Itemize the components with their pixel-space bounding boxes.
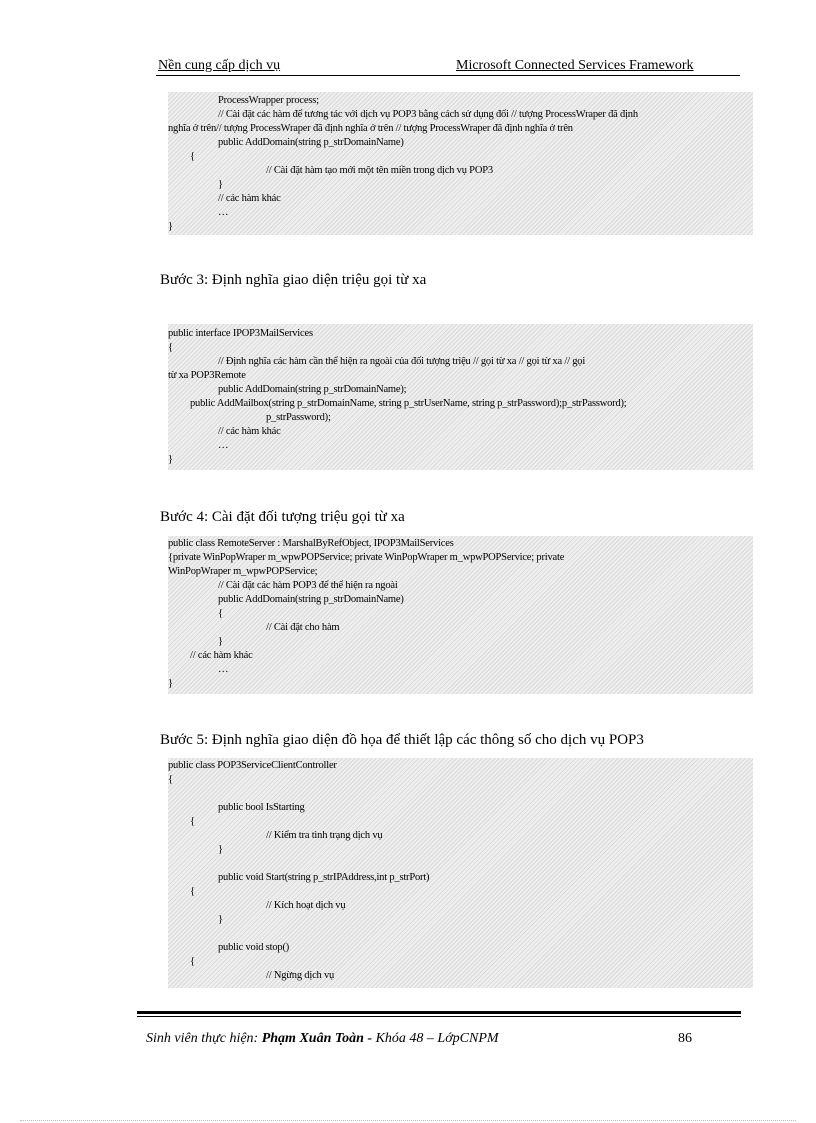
code-line: // Cài đặt cho hàm — [266, 622, 340, 633]
code-line: } — [218, 844, 223, 855]
code-line: // Cài đặt các hàm để tương tác với dịch vụ POP3 bằng cách sử dụng đối // tượng ProcessWraper đã định — [218, 109, 638, 120]
code-line: public AddMailbox(string p_strDomainName, string p_strUserName, string p_strPassword);p_strPassword); — [190, 398, 627, 409]
code-line: public AddDomain(string p_strDomainName) — [218, 594, 404, 605]
code-block-1 — [168, 92, 753, 235]
header-right: Microsoft Connected Services Framework — [456, 58, 694, 73]
code-line: public class RemoteServer : MarshalByRefObject, IPOP3MailServices — [168, 538, 454, 549]
code-line — [168, 927, 753, 941]
code-line: } — [218, 179, 223, 190]
page-edge — [20, 1120, 796, 1121]
code-line: WinPopWraper m_wpwPOPService; — [168, 566, 318, 577]
code-line: { — [168, 342, 173, 353]
code-line: { — [190, 151, 195, 162]
code-line: public void stop() — [218, 942, 290, 953]
code-line: // Cài đặt các hàm POP3 để thể hiện ra ngoài — [218, 580, 398, 591]
code-line: } — [218, 636, 223, 647]
code-line: nghĩa ở trên// tượng ProcessWraper đã định nghĩa ở trên // tượng ProcessWraper đã định nghĩa ở trên — [168, 123, 573, 134]
code-line: { — [168, 774, 173, 785]
code-line: } — [218, 914, 223, 925]
code-line: // các hàm khác — [190, 650, 253, 661]
code-line: … — [218, 440, 229, 451]
code-line: {private WinPopWraper m_wpwPOPService; private WinPopWraper m_wpwPOPService; private — [168, 552, 565, 563]
page-number: 86 — [678, 1031, 692, 1046]
code-line: // Kích hoạt dịch vụ — [266, 900, 346, 911]
footer-divider-thin — [137, 1016, 741, 1017]
header-divider — [156, 75, 740, 76]
code-line: // Cài đặt hàm tạo mới một tên miền trong dịch vụ POP3 — [266, 165, 493, 176]
code-line: // các hàm khác — [218, 193, 281, 204]
code-line: } — [168, 221, 173, 232]
step-5-heading: Bước 5: Định nghĩa giao diện đồ họa để thiết lập các thông số cho dịch vụ POP3 — [160, 732, 644, 748]
code-block-3 — [168, 536, 753, 694]
code-line: } — [168, 454, 173, 465]
header-left: Nền cung cấp dịch vụ — [158, 58, 281, 73]
footer-credit — [146, 1031, 499, 1047]
code-line: public class POP3ServiceClientController — [168, 760, 337, 771]
code-line: { — [190, 956, 195, 967]
footer-author: Phạm Xuân Toàn - — [261, 1031, 373, 1046]
code-line: // Ngừng dịch vụ — [266, 970, 335, 981]
code-line: ProcessWrapper process; — [218, 95, 319, 106]
code-line: public AddDomain(string p_strDomainName) — [218, 137, 404, 148]
code-line: p_strPassword); — [266, 412, 331, 423]
step-3-heading: Bước 3: Định nghĩa giao diện triệu gọi từ xa — [160, 272, 427, 288]
code-line: … — [218, 207, 229, 218]
code-line: từ xa POP3Remote — [168, 370, 246, 381]
code-block-4 — [168, 758, 753, 988]
code-line: public AddDomain(string p_strDomainName); — [218, 384, 407, 395]
footer-class: Khóa 48 – LớpCNPM — [375, 1031, 499, 1046]
footer-divider-thick — [137, 1011, 741, 1014]
code-line: // các hàm khác — [218, 426, 281, 437]
code-line: { — [190, 816, 195, 827]
code-line — [168, 787, 753, 801]
code-line: { — [218, 608, 223, 619]
code-line: public bool IsStarting — [218, 802, 305, 813]
code-line: // Định nghĩa các hàm cần thể hiện ra ngoài của đối tượng triệu // gọi từ xa // gọi từ xa // gọi — [218, 356, 586, 367]
code-line: public void Start(string p_strIPAddress,int p_strPort) — [218, 872, 430, 883]
step-4-heading: Bước 4: Cài đặt đối tượng triệu gọi từ xa — [160, 509, 405, 525]
code-block-2 — [168, 324, 753, 470]
code-line: // Kiểm tra tình trạng dịch vụ — [266, 830, 383, 841]
code-line: … — [218, 664, 229, 675]
code-line: { — [190, 886, 195, 897]
code-line: public interface IPOP3MailServices — [168, 328, 313, 339]
footer-label: Sinh viên thực hiện: — [146, 1031, 259, 1046]
code-line: } — [168, 678, 173, 689]
code-line — [168, 857, 753, 871]
